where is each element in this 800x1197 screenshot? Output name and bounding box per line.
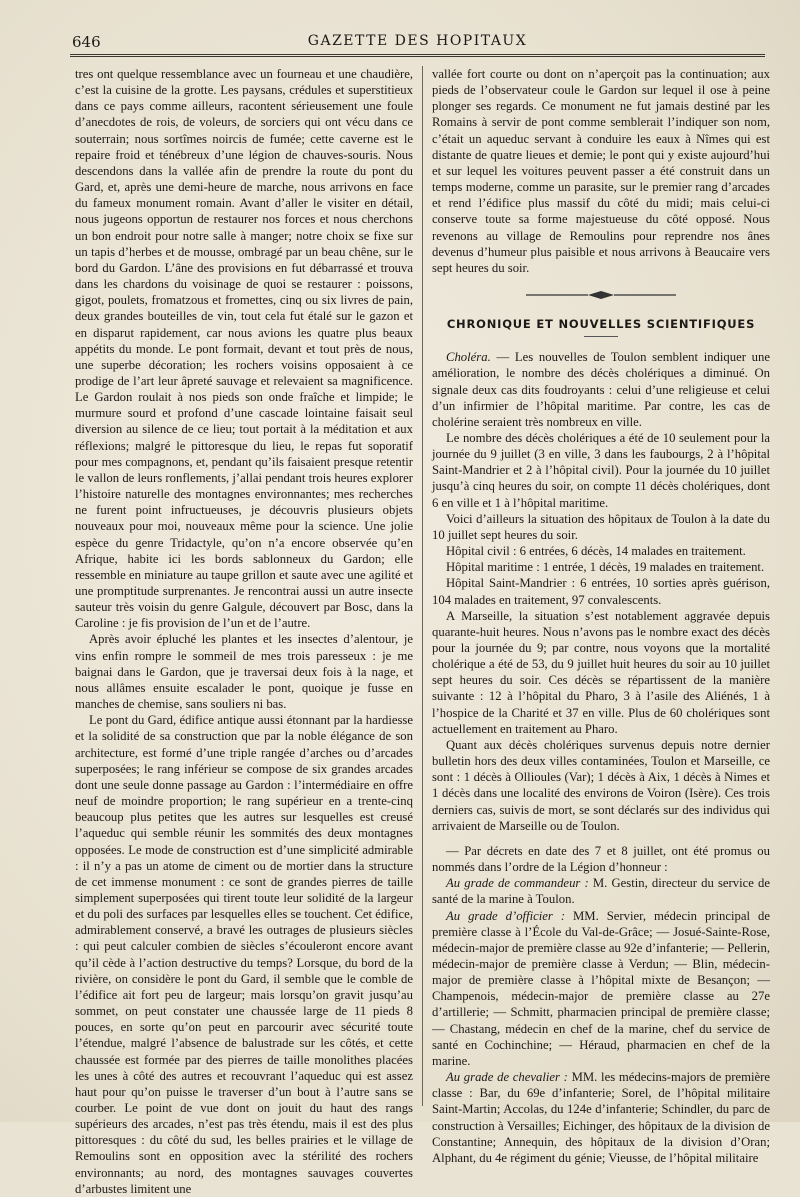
commandeur-lead: Au grade de commandeur : xyxy=(446,876,589,891)
cholera-paragraph xyxy=(432,349,770,430)
article-paragraph: Le pont du Gard, édifice antique aussi étonnant par la hardiesse et la solidité de sa construction que par la noble élégance de son architecture, est formé d’une triple rangée d’arches ou d’arcades superposées; le rang inférieur se compose de six grandes arcades dont une seule donne passage au Gardon : l’intermédiaire en offre neuf de moindre proportion; le rang supérieur en a trente-cinq beaucoup plus petites que les autres sur lesquelles est creusé l’aqueduc qui semble réunir les sommités des deux montagnes opposées. Le mode de construction est d’une simplicité admirable : il n’y a pas un atome de ciment ou de mortier dans la structure de cet immense monument : ce sont de grandes pierres de taille simplement superposées qui tirent toute leur solidité de la largeur et du poli des surfaces par lesquelles elles se touchent. Cet édifice, admirablement conservé, a bravé les outrages de plusieurs siècles : qui peut calculer combien de siècles s’écouleront encore avant qu’il cède à l’action destructive du temps? Lorsque, du bord de la rivière, on considère le pont du Gard, il semble que le comble de l’édifice ait fort peu de largeur; mais lorsqu’on gravit jusqu’au sommet, on peut constater une chaussée large de 11 pieds 8 pouces, en sorte qu’on peut en parcourir avec sécurité toute l’étendue, malgré l’absence de balustrade sur les côtés, et cette chaussée est formée par des pierres de taille monolithes placées les unes à côté des autres et recouvrant l’aqueduc qui est assez haut pour qu’on puisse le traverser d’un bout à l’autre sans se courber. Le point de vue dont on jouit du haut des rangs supérieurs des arcades, n’est pas très étendu, mais il est des plus pittoresques : du côté du sud, les belles prairies et le village de Remoulins sont en opposition avec la stérilité des rochers environnants; au nord, des montagnes sauvages couvertes d’arbustes limitent une xyxy=(75,713,413,1196)
right-column xyxy=(432,66,770,1166)
section-ornament xyxy=(432,286,770,304)
article-paragraph: vallée fort courte ou dont on n’aperçoit pas la continuation; aux pieds de l’observateur coule le Gardon sur lequel il ose à peine plonger ses regards. Ce monument ne fut jamais destiné par les Romains à servir de pont comme semblerait l’indiquer son nom, c’était un aqueduc servant à conduire les eaux à Nîmes qui est distante de quatre lieues et demie; le pont qui y existe aujourd’hui et sur lequel les voitures peuvent passer a été construit dans un temps moderne, comme un parasite, sur le premier rang d’arcades et rend l’édifice plus massif du côté du midi; mais celui-ci conserve toute sa forme majestueuse du côté opposé. Nous revenons au village de Remoulins pour reprendre nos ânes devenus d’humeur plus paisible et nous arrivons à Beaucaire vers sept heures du soir. xyxy=(432,67,770,275)
chevalier-text: MM. les médecins-majors de première classe : Bar, du 69e d’infanterie; Sorel, de l’hôpital militaire Saint-Martin; Accolas, du 124e d’infanterie; Schindler, du parc de construction à Versailles; Eichinger, des hôpitaux de la division de Constantine; Annequin, des hôpitaux de la division d’Oran; Alphant, du 4e régiment du génie; Vieusse, de l’hôpital militaire xyxy=(432,1070,770,1165)
commandeur-paragraph xyxy=(432,875,770,907)
commandeur-text: M. Gestin, directeur du service de santé de la marine à Toulon. xyxy=(432,876,771,907)
column-divider xyxy=(422,66,423,1106)
officier-lead: Au grade d’officier : xyxy=(446,908,566,923)
left-column xyxy=(75,66,413,1197)
page-header xyxy=(70,28,765,57)
chevalier-paragraph xyxy=(432,1069,770,1166)
paragraph-spacer xyxy=(432,834,770,843)
hospital-line: Hôpital Saint-Mandrier : 6 entrées, 10 sorties après guérison, 104 malades en traitement, 97 convalescents. xyxy=(432,576,770,607)
article-paragraph: Voici d’ailleurs la situation des hôpitaux de Toulon à la date du 10 juillet sept heures du soir. xyxy=(432,511,770,542)
journal-title: GAZETTE DES HOPITAUX xyxy=(307,33,528,49)
cholera-intro: — Les nouvelles de Toulon semblent indiquer une amélioration, le nombre des décès cholériques a diminué. On signale deux cas dits foudroyants : celui d’une religieuse et celui d’un infirmier de l’hôpital maritime. Par contre, les cas de cholérine seraient très nombreux en ville. xyxy=(432,350,770,429)
article-paragraph: Le nombre des décès cholériques a été de 10 seulement pour la journée du 9 juillet (3 en ville, 3 dans les faubourgs, 2 à l’hôpital Saint-Mandrier et 2 à l’hôpital civil). Pour la journée du 10 juillet jusqu’à cinq heures du soir, on compte 11 décès cholériques, dont 6 en ville et 1 à l’hôpital maritime. xyxy=(432,430,770,510)
article-paragraph: Quant aux décès cholériques survenus depuis notre dernier bulletin hors des deux villes contaminées, Toulon et Marseille, ce sont : 1 décès à Ollioules (Var); 1 décès à Aix, 1 décès à Nimes et 1 décès dans une localité des environs de Voiron (Isère). Ces trois derniers cas, suivis de mort, se sont déclarés sur des individus qui arrivaient de Marseille ou de Toulon. xyxy=(432,737,770,833)
officier-paragraph xyxy=(432,908,770,1070)
hospital-line: Hôpital maritime : 1 entrée, 1 décès, 19 malades en traitement. xyxy=(446,560,765,575)
cholera-lead: Choléra. xyxy=(446,350,491,365)
officier-text: MM. Servier, médecin principal de première classe à l’École du Val-de-Grâce; — Josué-Sainte-Rose, médecin-major de première classe au 92e d’infanterie; — Pellerin, médecin-major de première classe à Verdun; — Blin, médecin-major de première classe à l’hôpital mixte de Besançon; — Champenois, médecin-major de première classe au 27e d’artillerie; — Schmitt, pharmacien principal de première classe; — Chastang, médecin en chef de la marine, chef du service de santé en Cochinchine; — Héraud, pharmacien en chef de la marine. xyxy=(432,908,770,1068)
chevalier-lead: Au grade de chevalier : xyxy=(446,1070,568,1085)
title-underline xyxy=(584,336,618,337)
article-paragraph: A Marseille, la situation s’est notablement aggravée depuis quarante-huit heures. Nous n’avons pas le nombre exact des décès pour la journée du 9; par contre, nous voyons que la mortalité cholérique a été de 53, du 9 juillet huit heures du soir au 10 juillet sept heures du soir. Ces décès se répartissent de la manière suivante : 12 à l’hôpital du Pharo, 3 à l’asile des Aliénés, 1 à l’hospice de la Charité et 37 en ville. Plus de 60 cholériques sont actuellement en traitement au Pharo. xyxy=(432,608,770,736)
article-paragraph: tres ont quelque ressemblance avec un fourneau et une chaudière, c’est la cuisine de la grotte. Les paysans, crédules et superstitieux dans ce pays comme ailleurs, racontent sérieusement une foule d’anecdotes de rois, de voleurs, de sorciers qui ont vécu dans ce souterrain; nous sortîmes noircis de fumée; cette caverne est le repaire froid et ténébreux d’une légion de chauves-souris. Nous descendons dans la vallée afin de prendre la route du pont du Gard, et, après une demi-heure de marche, nous arrivons en face du fameux monument romain. Avant d’aller le visiter en détail, nous jugeons opportun de restaurer nos forces et nous cherchons un bon endroit pour notre salle à manger; notre choix se fixe sur un tapis d’herbes et de mousse, ombragé par un beau chêne, sur le bord du Gardon. L’âne des provisions en fut débarrassé et trouva dans les chardons du voisinage de quoi se restaurer : poissons, gigot, poulets, fromatzous et fromettes, cinq ou six livres de pain, deux grandes bouteilles de vin, tout cela fut étalé sur le gazon et en disparut rapidement, car nous avions les quatre plus beaux appétits du monde. Le pont formait, devant et tout près de nous, une superbe décoration; les rochers voisins opposaient à ce prodige de l’art leur âpreté sauvage et relevaient sa magnificence. Le Gardon roulait à nos pieds son onde fraîche et limpide; le murmure sourd et profond d’une cascade lointaine faisait seul diversion au silence de ce lieu; tout portait à la méditation et aux réflexions; malgré le pittoresque du lieu, le repas fut soporatif pour mes compagnons, et, pendant qu’ils faisaient presque retentir le vallon de leurs ronflements, j’allai pendant trois heures explorer l’histoire naturelle des montagnes environnantes; mes recherches ne furent point infructueuses, je découvris plusieurs objets nouveaux pour moi, nouveaux même pour la science. Une jolie espèce du genre Tridactyle, qu’on n’a encore observée qu’en Afrique, habite ici les bords sablonneux du Gardon; elle ressemble en miniature au taupe grillon et saute avec une agilité et une promptitude surprenantes. Je rencontrai aussi un autre insecte sauteur très voisin du genre Galgule, découvert par Bosc, dans la Caroline : je fis provision de l’un et de l’autre. xyxy=(75,67,413,631)
article-paragraph: Après avoir épluché les plantes et les insectes d’alentour, je vins enfin rompre le sommeil de mes trois paresseux : je me baignai dans le Gardon, que je traversai deux fois à la nage, et nous allâmes ensuite escalader le pont, quoique je fusse en manches de chemise, sans souliers ni bas. xyxy=(75,632,413,712)
section-title: CHRONIQUE ET NOUVELLES SCIENTIFIQUES xyxy=(446,317,756,332)
page-number: 646 xyxy=(72,33,101,51)
hospital-line: Hôpital civil : 6 entrées, 6 décès, 14 malades en traitement. xyxy=(446,544,746,559)
article-paragraph: — Par décrets en date des 7 et 8 juillet, ont été promus ou nommés dans l’ordre de la Légion d’honneur : xyxy=(432,843,770,875)
